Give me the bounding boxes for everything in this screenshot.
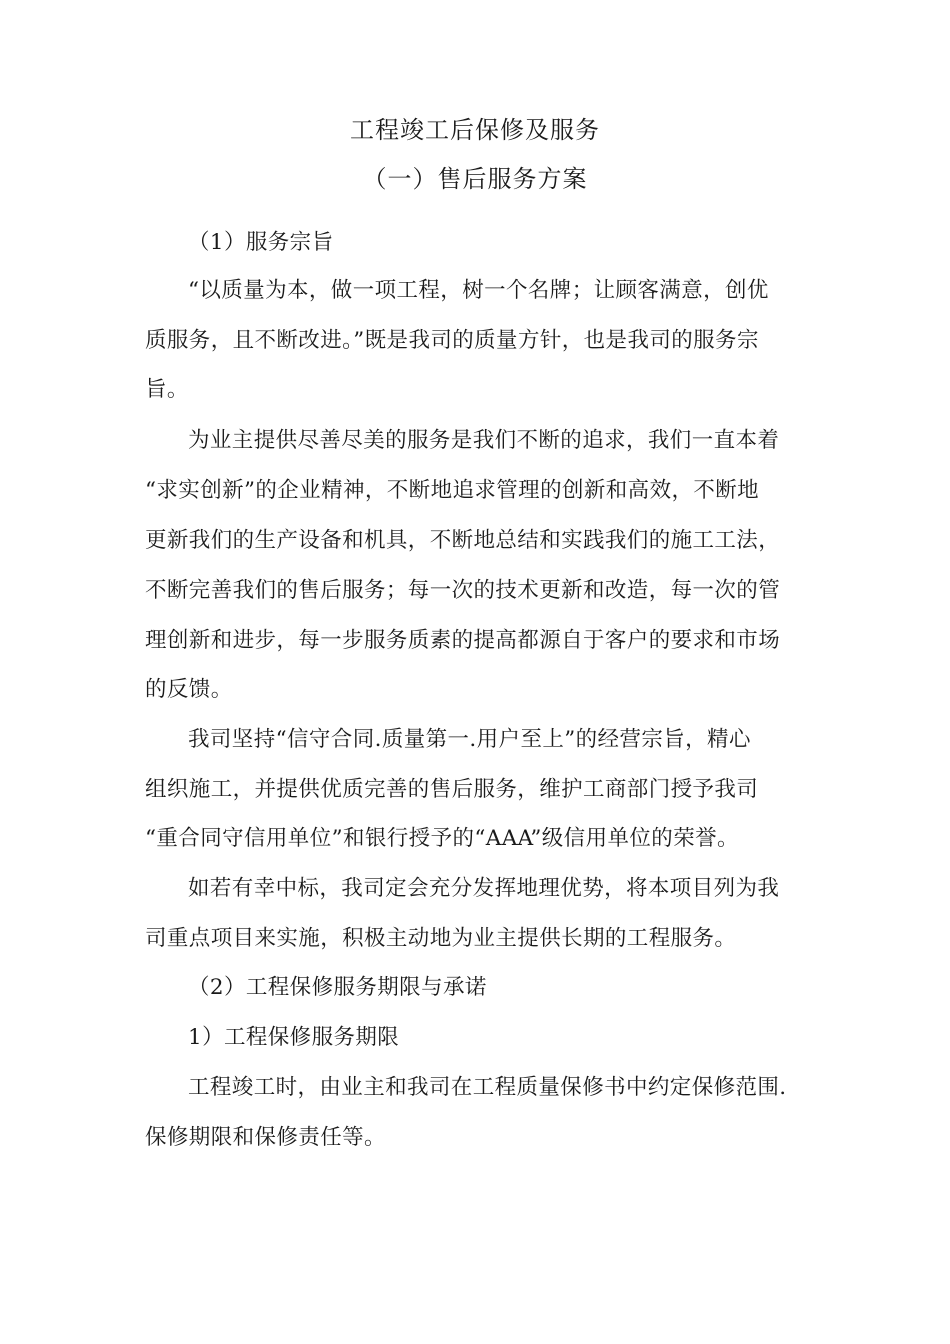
document-title: 工程竣工后保修及服务 — [350, 116, 600, 144]
paragraph-line: 我司坚持“信守合同.质量第一.用户至上”的经营宗旨，精心 — [188, 727, 751, 752]
paragraph-line: 的反馈。 — [145, 677, 233, 702]
paragraph-line: “重合同守信用单位”和银行授予的“AAA”级信用单位的荣誉。 — [145, 826, 739, 851]
paragraph-line: 旨。 — [145, 377, 189, 402]
paragraph-line: 工程竣工时，由业主和我司在工程质量保修书中约定保修范围. — [188, 1075, 787, 1100]
section-heading: （1）服务宗旨 — [188, 230, 334, 255]
section-heading: （2）工程保修服务期限与承诺 — [188, 975, 487, 1000]
subsection-heading: 1）工程保修服务期限 — [188, 1025, 400, 1050]
paragraph-line: 司重点项目来实施，积极主动地为业主提供长期的工程服务。 — [145, 926, 737, 951]
paragraph-line: “以质量为本，做一项工程，树一个名牌；让顾客满意，创优 — [188, 278, 769, 303]
paragraph-line: 不断完善我们的售后服务；每一次的技术更新和改造，每一次的管 — [145, 578, 781, 603]
paragraph-line: 为业主提供尽善尽美的服务是我们不断的追求，我们一直本着 — [188, 428, 780, 453]
paragraph-line: 理创新和进步，每一步服务质素的提高都源自于客户的要求和市场 — [145, 628, 781, 653]
paragraph-line: 如若有幸中标，我司定会充分发挥地理优势，将本项目列为我 — [188, 876, 780, 901]
paragraph-line: “求实创新”的企业精神，不断地追求管理的创新和高效，不断地 — [145, 478, 760, 503]
paragraph-line: 质服务，且不断改进。”既是我司的质量方针，也是我司的服务宗 — [145, 328, 759, 353]
paragraph-line: 更新我们的生产设备和机具，不断地总结和实践我们的施工工法， — [145, 528, 781, 553]
document-subtitle: （一）售后服务方案 — [362, 165, 588, 193]
paragraph-line: 组织施工，并提供优质完善的售后服务，维护工商部门授予我司 — [145, 777, 759, 802]
paragraph-line: 保修期限和保修责任等。 — [145, 1125, 386, 1150]
